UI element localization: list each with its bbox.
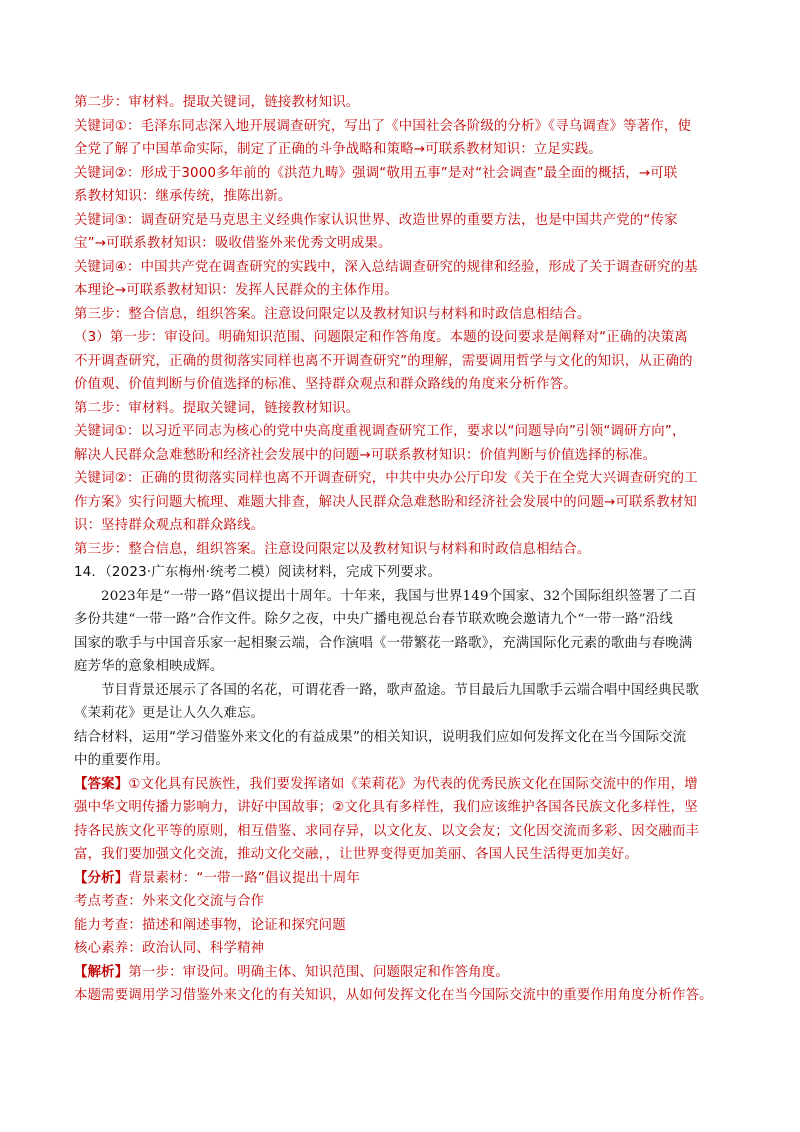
answer-line: 强中华文明传播力影响力，讲好中国故事；②文化具有多样性，我们应该维护各国各民族文化多样性，坚 [74, 800, 698, 815]
analysis-line: 能力考查：描述和阐述事物，论证和探究问题 [74, 917, 346, 933]
explanation-line: 第一步：审设问。明确主体、知识范围、问题限定和作答角度。 [128, 964, 509, 980]
document-page [74, 91, 742, 1008]
step-line: 不开调查研究，正确的贯彻落实同样也离不开调查研究”的理解，需要调用哲学与文化的知识，从正确的 [74, 353, 693, 369]
material-line: 节目背景还展示了各国的名花，可谓花香一路，歌声盈途。节目最后九国歌手云端合唱中国经典民歌 [101, 682, 699, 698]
material-line: 庭芳华的意象相映成辉。 [74, 659, 224, 674]
keyword-line: 关键词①：以习近平同志为核心的党中央高度重视调查研究工作，要求以“问题导向”引领“调研方向”， [74, 424, 686, 439]
question-ask: 中的重要作用。 [74, 753, 170, 768]
keyword-line: 作方案》实行问题大梳理、难题大排查，解决人民群众急难愁盼和经济社会发展中的问题→可联系教材知 [74, 494, 697, 510]
answer-line: ①文化具有民族性，我们要发挥诸如《茉莉花》为代表的优秀民族文化在国际交流中的作用，增 [128, 776, 698, 792]
keyword-line: 系教材知识：继承传统，推陈出新。 [74, 189, 292, 204]
material-line: 国家的歌手与中国音乐家一起相聚云端，合作演唱《一带繁花一路歌》，充满国际化元素的歌曲与春晚满 [74, 635, 693, 651]
step-line: 第二步：审材料。提取关键词，链接教材知识。 [74, 400, 360, 416]
analysis-line: 背景素材：“一带一路”倡议提出十周年 [128, 870, 361, 886]
question-header: 14．（2023·广东梅州·统考二模）阅读材料，完成下列要求。 [74, 565, 442, 580]
analysis-tag: 【分析】 [74, 870, 129, 886]
question-ask: 结合材料，运用“学习借鉴外来文化的有益成果”的相关知识，说明我们应如何发挥文化在当今国际交流 [74, 729, 687, 745]
step-line: 第三步：整合信息，组织答案。注意设问限定以及教材知识与材料和时政信息相结合。 [74, 306, 591, 322]
keyword-line: 宝”→可联系教材知识：吸收借鉴外来优秀文明成果。 [74, 236, 392, 251]
solution-steps-section [74, 91, 742, 561]
step-line: 第三步：整合信息，组织答案。注意设问限定以及教材知识与材料和时政信息相结合。 [74, 541, 591, 557]
answer-line: 富，我们要加强文化交流，推动文化交融，，让世界变得更加美丽、各国人民生活得更加美好。 [74, 847, 639, 862]
material-line: 多份共建“一带一路”合作文件。除夕之夜，中央广播电视总台春节联欢晚会邀请九个“一带一路”沿线 [74, 612, 673, 627]
step-line: （3）第一步：审设问。明确知识范围、问题限定和作答角度。本题的设问要求是阐释对“正确的决策离 [74, 330, 688, 345]
keyword-line: 全党了解了中国革命实际，制定了正确的斗争战略和策略→可联系教材知识：立足实践。 [74, 142, 602, 157]
keyword-line: 关键词②：正确的贯彻落实同样也离不开调查研究，中共中央办公厅印发《关于在全党大兴调查研究的工 [74, 471, 698, 486]
keyword-line: 关键词③：调查研究是马克思主义经典作家认识世界、改造世界的重要方法，也是中国共产党的“传家 [74, 212, 678, 228]
material-line: 2023年是“一带一路”倡议提出十周年。十年来，我国与世界149个国家、32个国际组织签署了二百 [101, 588, 697, 604]
explanation-tag: 【解析】 [74, 964, 129, 980]
keyword-line: 本理论→可联系教材知识：发挥人民群众的主体作用。 [74, 283, 399, 298]
keyword-line: 解决人民群众急难愁盼和经济社会发展中的问题→可联系教材知识：价值判断与价值选择的标准。 [74, 447, 657, 463]
analysis-line: 考点考查：外来文化交流与合作 [74, 894, 265, 909]
material-line: 《茉莉花》更是让人久久难忘。 [74, 706, 265, 721]
explanation-section [74, 961, 742, 1008]
step-line: 价值观、价值判断与价值选择的标准、坚持群众观点和群众路线的角度来分析作答。 [74, 377, 577, 392]
answer-tag: 【答案】 [74, 776, 129, 792]
step-line: 第二步：审材料。提取关键词，链接教材知识。 [74, 95, 360, 110]
answer-line: 持各民族文化平等的原则，相互借鉴、求同存异，以文化友、以文会友；文化因交流而多彩、因交融而丰 [74, 823, 700, 839]
keyword-line: 关键词④：中国共产党在调查研究的实践中，深入总结调查研究的规律和经验，形成了关于调查研究的基 [74, 259, 698, 275]
question-section [74, 561, 742, 773]
keyword-line: 识：坚持群众观点和群众路线。 [74, 518, 265, 533]
keyword-line: 关键词①：毛泽东同志深入地开展调查研究，写出了《中国社会各阶级的分析》《寻乌调查》等著作，使 [74, 118, 692, 134]
keyword-line: 关键词②：形成于3000多年前的《洪范九畴》强调“敬用五事”是对“社会调查”最全面的概括，→可联 [74, 165, 678, 181]
explanation-line: 本题需要调用学习借鉴外来文化的有关知识，从如何发挥文化在当今国际交流中的重要作用角度分析作答。 [74, 988, 713, 1003]
analysis-section [74, 867, 742, 961]
analysis-line: 核心素养：政治认同、科学精神 [74, 941, 265, 956]
answer-section [74, 773, 742, 867]
